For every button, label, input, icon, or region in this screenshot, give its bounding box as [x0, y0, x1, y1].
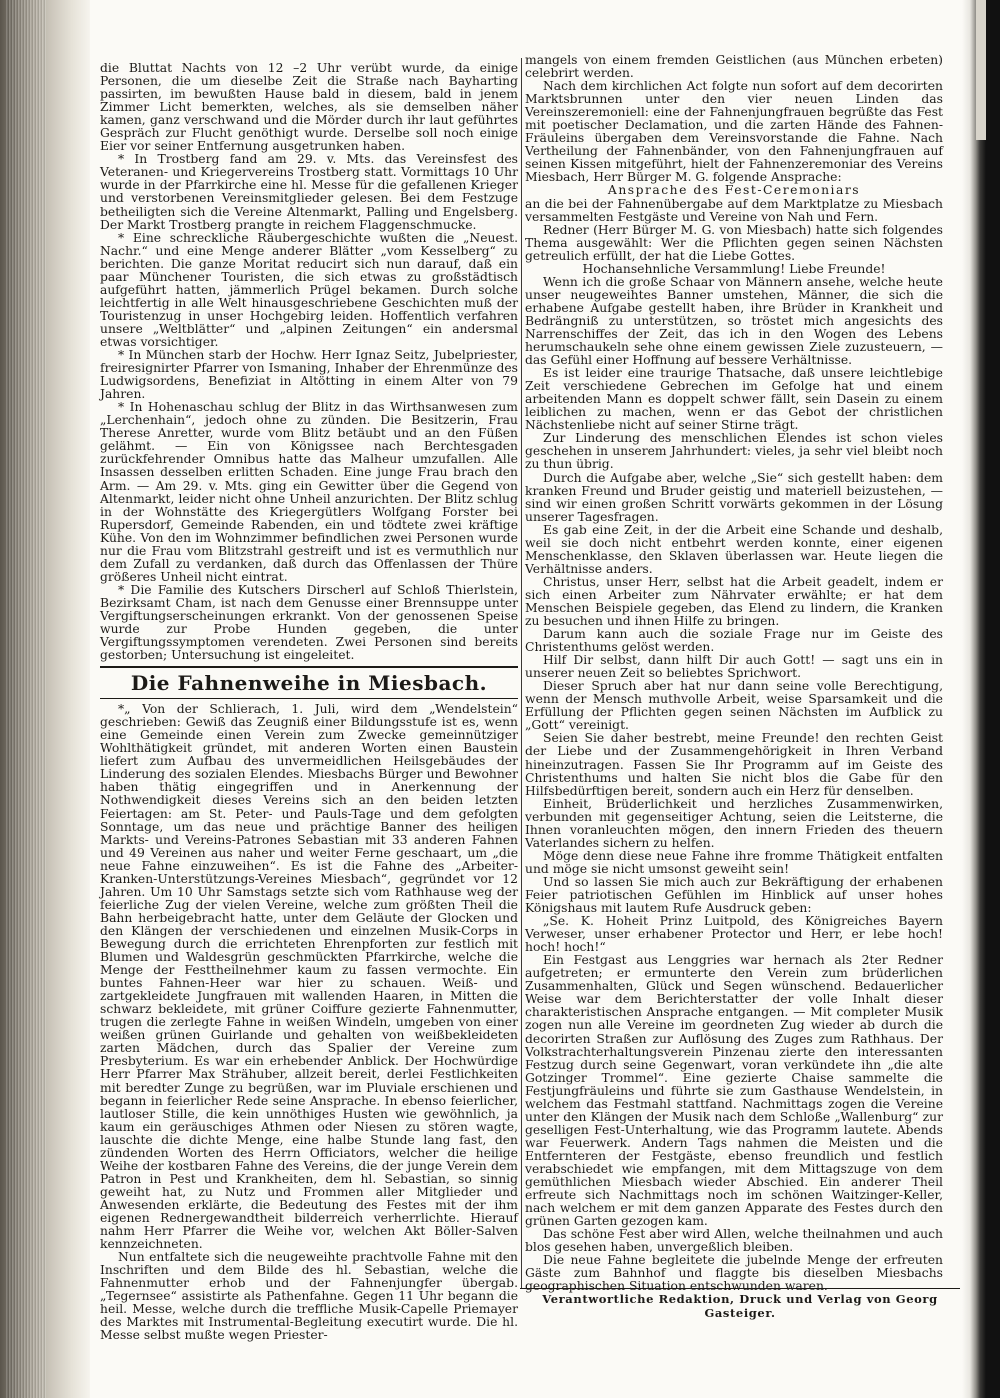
- right-column: [525, 53, 943, 1294]
- speech-paragraph: Es gab eine Zeit, in der die Arbeit eine Schande und deshalb, weil sie doch nicht entbehrt werden konnte, einer eigenen Menschenklasse, den Sklaven überlassen war. Heute liegen die Verhältnisse anders.: [525, 522, 943, 576]
- speech-paragraph: Christus, unser Herr, selbst hat die Arbeit geadelt, indem er sich einen Arbeiter zum Nährvater erwählte; er hat dem Menschen Beispiele gegeben, das Elend zu lindern, die Kranken zu besuchen und ihnen Hilfe zu bringen.: [525, 574, 943, 629]
- section-rule: [100, 666, 518, 668]
- article-paragraph: * In Hohenaschau schlug der Blitz in das Wirthsanwesen zum „Lerchenhain“, jedoch ohne zu zünden. Die Besitzerin, Frau Therese Anretter, wurde vom Blitz betäubt und an den Füßen gelähmt. — Ein von Königssee nach Berchtesgaden zurückfehrender Omnibus hatte das Malheur umzufallen. Alle Insassen desselben erlitten Schaden. Eine junge Frau brach den Arm. — Am 29. v. Mts. ging ein Gewitter über die Gegend von Altenmarkt, leider nicht ohne Unheil anzurichten. Der Blitz schlug in der Wohnstätte des Kriegergütlers Wolfgang Forster bei Rupersdorf, Gemeinde Rabenden, ein und tödtete zwei kräftige Kühe. Von den im Wohnzimmer befindlichen zwei Personen wurde nur die Frau vom Blitzstrahl gestreift und ist es vermuthlich nur dem Zufall zu verdanken, daß durch das Offenlassen der Thüre größeres Unheil nicht eintrat.: [100, 400, 518, 584]
- speech-salutation: Hochansehnliche Versammlung! Liebe Freunde!: [582, 261, 886, 276]
- article-paragraph: *„ Von der Schlierach, 1. Juli, wird dem „Wendelstein“ geschrieben: Gewiß das Zeugniß einer Bildungsstufe ist es, wenn eine Gemeinde einen Verein zum Zwecke gemeinnütziger Wohlthätigkeit gründet, mit anderen Worten einen Baustein liefert zum Aufbau des unvermeidlichen Heilsgebäudes der Linderung des sozialen Elendes. Miesbachs Bürger und Bewohner haben thätig eingegriffen und in Anerkennung der Nothwendigkeit dieses Vereins sich an den beiden letzten Feiertagen: am St. Peter- und Pauls-Tage und dem gefolgten Sonntage, um das neue und prächtige Banner des heiligen Markts- und Vereins-Patrones Sebastian mit 33 anderen Fahnen und 49 Vereinen aus naher und weiter Ferne geschaart, um „die neue Fahne einzuweihen“. Es ist die Fahne des „Arbeiter-Kranken-Unterstützungs-Vereines Miesbach“, gegründet vor 12 Jahren. Um 10 Uhr Samstags setzte sich vom Rathhause weg der feierliche Zug der vielen Vereine, welche zum größten Theil die Bahn herbeigebracht hatte, unter dem Geläute der Glocken und den Klängen der verschiedenen und einzelnen Musik-Corps in Bewegung durch die errichteten Ehrenpforten zur festlich mit Blumen und Waldesgrün geschmückten Pfarrkirche, welche die Menge der Festtheilnehmer kaum zu fassen vermochte. Ein buntes Fahnen-Heer war hier zu schauen. Weiß- und zartgekleidete Jungfrauen mit wallenden Haaren, in Mitten die schwarz bekleidete, mit grüner Coiffure gezierte Fahnenmutter, trugen die zerlegte Fahne in weißen Windeln, umgeben von einer weißen grünen Guirlande und gehalten von weißbekleideten zarten Mädchen, durch das Spalier der Vereine zum Presbyterium. Es war ein erhebender Anblick. Der Hochwürdige Herr Pfarrer Max Strähuber, allzeit bereit, derlei Festlichkeiten mit beredter Zunge zu begrüßen, war im Pluviale erschienen und begann in feierlicher Rede seine Ansprache. In ebenso feierlicher, lautloser Stille, die kein unnöthiges Husten wie gewöhnlich, ja kaum ein geräuschiges Athmen oder Niesen zu stören wagte, lauschte die dichte Menge, eine halbe Stunde lang fast, den zündenden Worten des Herrn Officiators, welcher die heilige Weihe der kostbaren Fahne des Vereins, die der junge Verein dem Patron in Pest und Krankheiten, dem hl. Sebastian, so sinnig geweiht hat, zu Nutz und Frommen aller Mitglieder und Anwesenden erklärte, die Bedeutung des Festes mit der ihm eigenen Rednergewandtheit bilderreich verherrlichte. Hierauf nahm Herr Pfarrer die Weihe vor, welchen Akt Böller-Salven kennzeichneten.: [100, 702, 518, 1252]
- speech-paragraph: Zur Linderung des menschlichen Elendes ist schon vieles geschehen in unserem Jahrhundert: vieles, ja sehr viel bleibt noch zu thun übrig.: [525, 431, 943, 472]
- speech-paragraph: Dieser Spruch aber hat nur dann seine volle Berechtigung, wenn der Mensch muthvolle Arbeit, weise Sparsamkeit und die Erfüllung der Pflichten gegen seinen Nächsten im Aufblick zu „Gott“ vereinigt.: [525, 679, 943, 733]
- article-paragraph: * Die Familie des Kutschers Dirscherl auf Schloß Thierlstein, Bezirksamt Cham, ist nach dem Genusse einer Brennsuppe unter Vergiftungserscheinungen erkrankt. Von der genossenen Speise wurde zur Probe Hunden gegeben, die unter Vergiftungssymptomen verendeten. Zwei Personen sind bereits gestorben; Untersuchung ist eingeleitet.: [100, 582, 518, 663]
- article-paragraph: * In Trostberg fand am 29. v. Mts. das Vereinsfest des Veteranen- und Kriegervereins Trostberg statt. Vormittags 10 Uhr wurde in der Pfarrkirche eine hl. Messe für die gefallenen Krieger und verstorbenen Vereinsmitglieder gelesen. Bei dem Festzuge betheiligten sich die Vereine Altenmarkt, Palling und Engelsberg. Der Markt Trostberg prangte in reichem Flaggenschmucke.: [100, 152, 518, 232]
- speech-heading: Ansprache des Fest-Ceremoniars: [607, 183, 861, 198]
- speech-paragraph: Darum kann auch die soziale Frage nur im Geiste des Christenthums gelöst werden.: [525, 627, 943, 655]
- section-title: Die Fahnenweihe in Miesbach.: [130, 671, 488, 696]
- imprint-rule: [520, 1288, 960, 1289]
- speech-paragraph: Hilf Dir selbst, dann hilft Dir auch Gott! — sagt uns ein in unserer neuen Zeit so beliebtes Sprichwort.: [525, 653, 943, 681]
- speech-paragraph: Durch die Aufgabe aber, welche „Sie“ sich gestellt haben: dem kranken Freund und Bruder geistig und materiell beizustehen, — sind wir einen großen Schritt vorwärts gekommen in der Lösung unserer Tagesfragen.: [525, 470, 943, 524]
- speech-paragraph: Einheit, Brüderlichkeit und herzliches Zusammenwirken, verbunden mit gegenseitiger Achtung, seien die Leitsterne, die Ihnen voranleuchten mögen, den innern Frieden des theuern Vaterlandes sichern zu helfen.: [525, 796, 943, 850]
- article-paragraph: Das schöne Fest aber wird Allen, welche theilnahmen und auch blos gesehen haben, unvergeßlich bleiben.: [525, 1227, 943, 1255]
- section-rule: [100, 698, 518, 699]
- speech-paragraph: Es ist leider eine traurige Thatsache, daß unsere leichtlebige Zeit verschiedene Gebrechen im Gefolge hat und einem arbeitenden Mann es doppelt schwer fällt, sein Dasein zu einem leiblichen zu machen, wenn er das Gebot der christlichen Nächstenliebe nicht auf seiner Stirne trägt.: [525, 366, 943, 433]
- article-paragraph: Die neue Fahne begleitete die jubelnde Menge der erfreuten Gäste zum Bahnhof und flaggte bis dieselben Miesbachs geographischen Situation entschwunden waren.: [525, 1253, 943, 1294]
- article-paragraph: Nach dem kirchlichen Act folgte nun sofort auf dem decorirten Marktsbrunnen unter den vier neuen Linden das Vereinszeremoniell: eine der Fahnenjungfrauen begrüßte das Fest mit poetischer Declamation, und die zarten Hände des Fahnen-Fräuleins übergaben dem Vereinsvorstande die Fahne. Nach Vertheilung der Fahnenbänder, von den Fahnenjungfrauen auf seinen Kissen mitgeführt, hielt der Fahnenzeremoniar des Vereins Miesbach, Herr Bürger M. G. folgende Ansprache:: [525, 79, 943, 185]
- speech-subheading: an die bei der Fahnenübergabe auf dem Marktplatze zu Miesbach versammelten Festgäste und Vereine von Nah und Fern.: [525, 196, 943, 224]
- article-paragraph: mangels von einem fremden Geistlichen (aus München erbeten) celebrirt werden.: [525, 53, 943, 81]
- article-paragraph: * Eine schreckliche Räubergeschichte wußten die „Neuest. Nachr.“ und eine Menge anderer Blätter „vom Kesselberg“ zu berichten. Die ganze Moritat reducirt sich nun darauf, daß ein paar Münchener Touristen, die sich etwas zu großstädtisch aufgeführt hatten, jämmerlich Prügel bekamen. Durch solche leichtfertig in alle Welt hinausgeschriebene Geschichten muß der Touristenzug in unser Hochgebirg leiden. Hoffentlich verfahren unsere „Weltblätter“ und „alpinen Zeitungen“ ein andersmal etwas vorsichtiger.: [100, 230, 518, 349]
- imprint: Verantwortliche Redaktion, Druck und Verlag von Georg Gasteiger.: [542, 1292, 938, 1320]
- speech-intro: Redner (Herr Bürger M. G. von Miesbach) hatte sich folgendes Thema ausgewählt: Wer die Pflichten gegen seinen Nächsten getreulich erfüllt, der hat die Liebe Gottes.: [525, 222, 943, 263]
- book-binding-edge: [0, 0, 90, 1398]
- speech-paragraph: Seien Sie daher bestrebt, meine Freunde! den rechten Geist der Liebe und der Zusammengehörigkeit in Ihren Verband hineinzutragen. Fassen Sie Ihr Programm auf im Geiste des Christenthums und halten Sie nicht blos die Gabe für den Hilfsbedürftigen bereit, sondern auch ein Herz für denselben.: [525, 731, 943, 798]
- left-column: [100, 61, 518, 1343]
- speech-paragraph: Und so lassen Sie mich auch zur Bekräftigung der erhabenen Feier patriotischen Gefühlen im Hinblick auf unser hohes Königshaus mit lautem Rufe Ausdruck geben:: [525, 874, 943, 916]
- article-paragraph: Nun entfaltete sich die neugeweihte prachtvolle Fahne mit den Inschriften und dem Bilde des hl. Sebastian, welche die Fahnenmutter erhob und der Fahnenjungfer übergab. „Tegernsee“ assistirte als Pathenfahne. Gegen 11 Uhr begann die heil. Messe, welche durch die treffliche Musik-Capelle Priemayer des Marktes mit Instrumental-Begleitung executirt wurde. Die hl. Messe selbst mußte wegen Priester-: [100, 1250, 518, 1343]
- article-paragraph: Ein Festgast aus Lenggries war hernach als 2ter Redner aufgetreten; er ermunterte den Verein zum brüderlichen Zusammenhalten, Glück und Segen wünschend. Bedauerlicher Weise war dem Berichterstatter der volle Inhalt dieser charakteristischen Ansprache entgangen. — Mit completer Musik zogen nun alle Vereine im geordneten Zug wieder ab durch die decorirten Straßen zur Auflösung des Zuges zum Rathhaus. Der Volkstrachterhaltungsverein Pinzenau zierte den interessanten Festzug durch seine Gegenwart, voran verkündete ihn „die alte Gotzinger Trommel“. Eine gezierte Chaise sammelte die Festjungfräuleins und führte sie zum Gasthause Wendelstein, in welchem das Festmahl stattfand. Nachmittags zogen die Vereine unter den Klängen der Musik nach dem Schloße „Wallenburg“ zur geselligen Fest-Unterhaltung, wie das Programm lautete. Abends war Feuerwerk. Andern Tags nahmen die Meisten und die Entfernteren der Festgäste, ebenso freundlich und festlich verabschiedet wie empfangen, mit dem Mittagszuge von dem gemüthlichen Miesbach wieder Abschied. Ein anderer Theil erfreute sich Nachmittags noch im schönen Waitzinger-Keller, nach welchem er mit dem ganzen Apparate des Festes durch den grünen Garten gezogen kam.: [525, 953, 943, 1229]
- column-divider: [521, 58, 522, 1288]
- page-right-edge: [962, 0, 1000, 1398]
- article-paragraph: die Bluttat Nachts von 12 –2 Uhr verübt wurde, da einige Personen, die um dieselbe Zeit die Straße nach Bayharting passirten, im bewußten Hause bald in diesem, bald in jenem Zimmer Licht bemerkten, welches, als sie demselben näher kamen, ganz verschwand und die Mörder durch ihr laut geführtes Gespräch zur Flucht genöthigt wurde. Derselbe soll noch einige Eier vor seiner Entfernung ausgetrunken haben.: [100, 61, 518, 154]
- speech-paragraph: „Se. K. Hoheit Prinz Luitpold, des Königreiches Bayern Verweser, unser erhabener Protector und Herr, er lebe hoch! hoch! hoch!“: [525, 914, 943, 955]
- speech-paragraph: Möge denn diese neue Fahne ihre fromme Thätigkeit entfalten und möge sie nicht umsonst geweiht sein!: [525, 848, 943, 876]
- speech-paragraph: Wenn ich die große Schaar von Männern ansehe, welche heute unser neugeweihtes Banner umstehen, Männer, die sich die erhabene Aufgabe gestellt haben, ihre Brüder in Krankheit und Bedrängniß zu unterstützen, so tröstet mich angesichts des Narrenschiffes der Zeit, das ich in den Wogen des Lebens herumschaukeln sehe ohne einem gewissen Ziele zuzusteuern, — das Gefühl einer Hoffnung auf bessere Verhältnisse.: [525, 274, 943, 368]
- article-paragraph: * In München starb der Hochw. Herr Ignaz Seitz, Jubelpriester, freiresignirter Pfarrer von Ismaning, Inhaber der Ehrenmünze des Ludwigsordens, Benefiziat in Altötting in einem Alter von 79 Jahren.: [100, 348, 518, 402]
